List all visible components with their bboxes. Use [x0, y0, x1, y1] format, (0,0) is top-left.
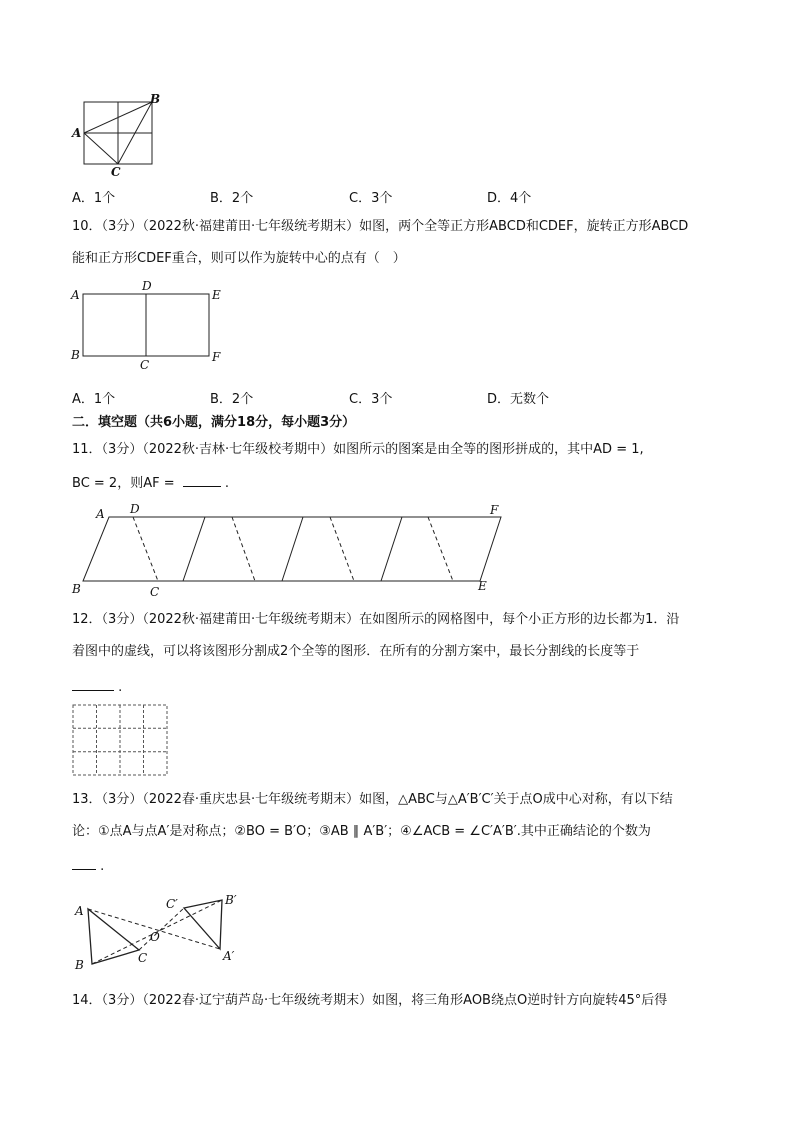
q11-label-e: E [478, 579, 487, 593]
q11-dashed-divider-3 [330, 517, 354, 581]
q10-label-f: F [212, 350, 221, 364]
q13-figure [66, 888, 256, 974]
q11-stem-line2-text: BC = 2，则AF = [72, 476, 175, 491]
q9-segment-ac [84, 133, 118, 164]
q11-label-c: C [150, 585, 160, 599]
q10-option-a[interactable]: A．1个 [72, 392, 116, 407]
q12-grid-figure [70, 702, 170, 780]
q13-answer-blank[interactable] [72, 855, 96, 870]
q13-label-a-prime: A′ [223, 949, 235, 963]
q12-stem-line3 [72, 676, 122, 697]
q10-label-e: E [212, 288, 221, 302]
q13-label-b: B [75, 958, 84, 972]
q10-option-d[interactable]: D．无数个 [487, 392, 550, 407]
q13-stem-line3 [72, 855, 104, 876]
q11-figure [66, 500, 516, 600]
q10-figure [66, 280, 236, 374]
q13-triangle-a-prime-b-prime-c-prime [184, 900, 222, 949]
q9-option-c[interactable]: C．3个 [349, 191, 393, 206]
q9-option-a[interactable]: A．1个 [72, 191, 116, 206]
q13-label-a: A [75, 904, 84, 918]
q11-label-a: A [96, 507, 105, 521]
q11-solid-divider-2 [282, 517, 303, 581]
q13-stem-line3-end: . [100, 859, 105, 874]
q9-label-c: C [111, 165, 121, 178]
q12-answer-blank[interactable] [72, 676, 114, 691]
q10-option-c[interactable]: C．3个 [349, 392, 393, 407]
q10-label-a: A [71, 288, 80, 302]
q13-label-b-prime: B′ [225, 893, 237, 907]
q11-solid-divider-1 [183, 517, 205, 581]
q10-options [72, 388, 732, 406]
q10-label-d: D [142, 280, 152, 293]
q11-label-d: D [130, 502, 140, 516]
q9-label-b: B [150, 92, 161, 106]
q11-dashed-divider-2 [232, 517, 255, 581]
q11-dashed-divider-1 [133, 517, 158, 581]
q9-figure [70, 92, 165, 178]
q13-label-c-prime: C′ [166, 897, 178, 911]
q10-option-b[interactable]: B．2个 [210, 392, 254, 407]
q10-label-b: B [71, 348, 80, 362]
q11-stem-line1: 11．（3分）（2022秋·吉林·七年级校考期中）如图所示的图案是由全等的图形拼成的，其中AD = 1, [72, 442, 644, 457]
q11-dashed-divider-4 [428, 517, 453, 581]
q11-answer-blank[interactable] [183, 472, 221, 487]
q12-stem-line1: 12．（3分）（2022秋·福建莆田·七年级统考期末）在如图所示的网格图中，每个小正方形的边长都为1．沿 [72, 612, 680, 627]
q11-stem-line2 [72, 472, 229, 493]
q13-dashed-cc-prime [139, 908, 184, 950]
q10-stem-line1: 10．（3分）（2022秋·福建莆田·七年级统考期末）如图，两个全等正方形ABCD和CDEF，旋转正方形ABCD [72, 219, 689, 234]
q10-stem-line2: 能和正方形CDEF重合，则可以作为旋转中心的点有（ ） [72, 251, 406, 266]
q11-label-b: B [72, 582, 81, 596]
q9-option-b[interactable]: B．2个 [210, 191, 254, 206]
q11-stem-line2-end: . [224, 476, 230, 491]
q10-label-c: C [140, 358, 150, 372]
q12-stem-line3-end: . [118, 680, 123, 695]
q11-solid-divider-3 [381, 517, 402, 581]
q13-triangle-abc [88, 909, 139, 964]
q13-stem-line1: 13．（3分）（2022春·重庆忠县·七年级统考期末）如图，△ABC与△A′B′C′关于点O成中心对称，有以下结 [72, 792, 673, 807]
q9-options [72, 187, 732, 205]
q13-label-c: C [138, 951, 148, 965]
q13-stem-line2: 论：①点A与点A′是对称点；②BO = B′O；③AB ∥ A′B′；④∠ACB = ∠C′A′B′.其中正确结论的个数为 [72, 824, 651, 839]
q14-stem-line1: 14．（3分）（2022春·辽宁葫芦岛·七年级统考期末）如图，将三角形AOB绕点O逆时针方向旋转45°后得 [72, 993, 668, 1008]
section2-title: 二．填空题（共6小题，满分18分，每小题3分） [72, 415, 356, 430]
q9-label-a: A [72, 126, 82, 140]
q13-label-o: O [150, 930, 160, 944]
q11-label-f: F [490, 503, 499, 517]
q12-stem-line2: 着图中的虚线，可以将该图形分割成2个全等的图形．在所有的分割方案中，最长分割线的长度等于 [72, 644, 640, 659]
q9-option-d[interactable]: D．4个 [487, 191, 532, 206]
